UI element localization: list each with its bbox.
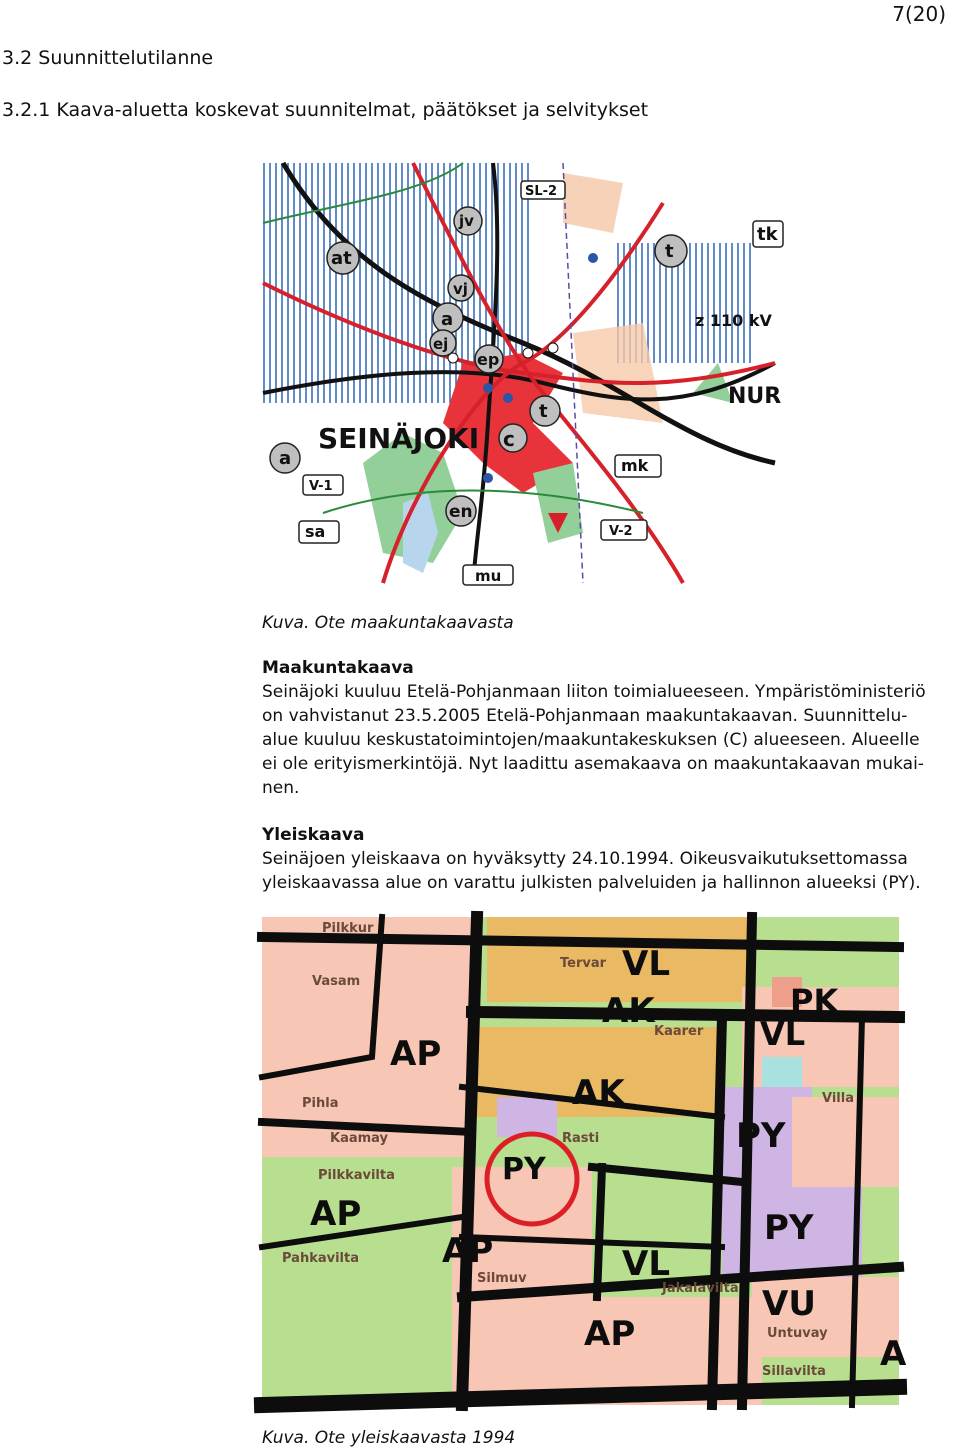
street-label: Vasam (312, 974, 361, 989)
street-label: Pahkavilta (282, 1251, 359, 1266)
zone-label: PY (502, 1152, 546, 1187)
section-title: Maakuntakaava (262, 658, 414, 678)
map1-label: at (331, 248, 352, 269)
street-label: Tervar (560, 956, 607, 971)
map1-label: z 110 kV (695, 311, 772, 330)
zone-label: VL (622, 944, 670, 984)
zone-label: VL (760, 1015, 806, 1053)
body-line: ei ole erityismerkintöjä. Nyt laadittu asemakaava on maakuntakaavan mukai- (262, 754, 924, 774)
map1-label: t (665, 241, 674, 262)
street-label: Kaamay (330, 1131, 389, 1146)
zone-label: AK (572, 1073, 625, 1113)
street-label: Rasti (562, 1131, 600, 1146)
map1-label: ej (433, 335, 449, 353)
body-line: on vahvistanut 23.5.2005 Etelä-Pohjanmaan maakuntakaavan. Suunnittelu- (262, 706, 908, 726)
body-line: Seinäjoki kuuluu Etelä-Pohjanmaan liiton toimialueeseen. Ympäristöministeriö (262, 682, 926, 702)
map1-label: V-2 (609, 524, 633, 539)
map1-label: sa (305, 522, 326, 541)
zone-label: A (880, 1334, 907, 1374)
zone-label: AP (442, 1231, 494, 1271)
map1-label: jv (459, 212, 474, 230)
figure-caption: Kuva. Ote yleiskaavasta 1994 (262, 1428, 516, 1448)
page-number: 7(20) (892, 2, 946, 26)
map1-label: vj (453, 280, 468, 298)
body-line: Seinäjoen yleiskaava on hyväksytty 24.10.1994. Oikeusvaikutuksettomassa (262, 849, 908, 869)
street-label: Kaarer (654, 1024, 704, 1039)
regional-plan-map (263, 163, 782, 585)
map1-label: SEINÄJOKI (318, 422, 480, 455)
street-label: Pilkkavilta (318, 1168, 395, 1183)
body-line: nen. (262, 778, 300, 798)
zone-label: VL (622, 1244, 670, 1284)
map1-label: a (279, 448, 292, 469)
map1-label: SL-2 (525, 184, 558, 199)
street-label: Villa (822, 1091, 854, 1106)
map1-label: tk (757, 224, 778, 245)
street-label: Silmuv (477, 1271, 527, 1286)
map1-label: t (539, 401, 548, 422)
zone-label: VU (762, 1284, 816, 1324)
map1-label: c (503, 427, 515, 451)
street-label: Pihla (302, 1096, 339, 1111)
map1-label: mu (475, 567, 502, 585)
zone-label: AP (584, 1314, 636, 1354)
section-body (262, 680, 952, 800)
map1-label: V-1 (309, 479, 333, 494)
section-heading: 3.2 Suunnittelutilanne (2, 47, 214, 69)
zone-label: PY (764, 1208, 814, 1248)
section-title: Yleiskaava (262, 825, 365, 845)
section-body (262, 847, 952, 895)
figure-caption: Kuva. Ote maakuntakaavasta (262, 613, 514, 633)
body-line: yleiskaavassa alue on varattu julkisten palveluiden ja hallinnon alueeksi (PY). (262, 873, 921, 893)
zone-label: PK (790, 982, 839, 1020)
zone-label: AK (602, 991, 655, 1031)
street-label: Untuvay (767, 1326, 828, 1341)
zone-label: AP (310, 1194, 362, 1234)
master-plan-map (262, 917, 907, 1405)
body-line: alue kuuluu keskustatoimintojen/maakuntakeskuksen (C) alueeseen. Alueelle (262, 730, 920, 750)
map1-label: ep (477, 350, 500, 369)
zone-label: AP (390, 1034, 442, 1074)
street-label: Pilkkur (322, 921, 374, 936)
map1-label: en (449, 502, 473, 522)
zone-label: PY (736, 1116, 786, 1156)
map1-label: mk (621, 456, 649, 475)
map1-label: NUR (728, 384, 782, 409)
subsection-heading: 3.2.1 Kaava-aluetta koskevat suunnitelmat, päätökset ja selvitykset (2, 99, 649, 121)
map1-label: a (441, 309, 454, 330)
street-label: Jakalavilta (662, 1281, 739, 1296)
street-label: Sillavilta (762, 1364, 826, 1379)
